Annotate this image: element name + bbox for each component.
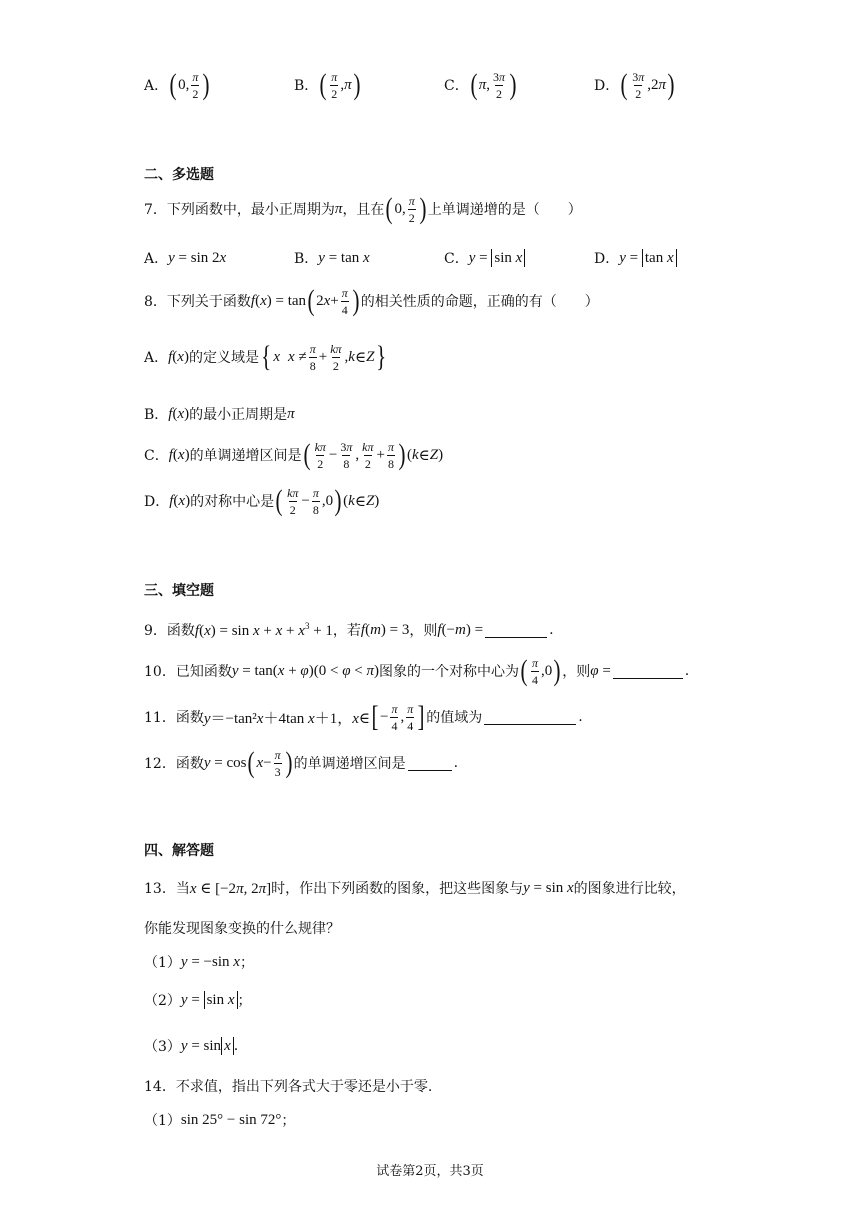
- q8-option-b: B． f(x) 的最小正周期是 π: [144, 405, 295, 423]
- answer-blank[interactable]: [613, 664, 683, 679]
- q13-item-3: （3） y = sin x .: [144, 1038, 239, 1055]
- q7-option-d: D． y = tan x: [594, 248, 677, 268]
- answer-blank[interactable]: [408, 756, 452, 771]
- option-label: B．: [294, 78, 319, 94]
- question-8: 8． 下列关于函数 f ( x ) = tan ( 2 x + $\frac{\pi}{4}$ ) 的相关性质的命题，正确的有（ ）: [144, 284, 599, 317]
- section-solution: 四、解答题: [144, 843, 214, 859]
- question-9: 9． 函数 $f(x) = \sin x + x + x^3 + 1$ ，若 f(m) = 3 ，则 f(−m) = .: [144, 620, 554, 639]
- question-13: 13． 当 x ∈ [−2π, 2π] 时，作出下列函数的图象，把这些图象与 y = sin x 的图象进行比较，: [144, 879, 686, 897]
- section-multiple-choice: 二、多选题: [144, 167, 214, 183]
- question-12: 12． 函数 y = cos ( x − $\frac{\pi}{3}$ ) 的单调递增区间是 .: [144, 746, 459, 779]
- q7-option-a: A． y = sin 2x: [144, 249, 227, 267]
- option-label: C．: [444, 78, 469, 94]
- q6-option-a: A． ( 0, $\frac{\pi}{2}$ ): [144, 68, 210, 101]
- q7-option-b: B． y = tan x: [294, 249, 370, 267]
- section-fill-in: 三、填空题: [144, 583, 214, 599]
- q14-item-1: （1） sin 25° − sin 72° ；: [144, 1111, 296, 1129]
- question-14: 14． 不求值，指出下列各式大于零还是小于零.: [144, 1079, 433, 1095]
- q6-option-d: D． ( $\frac{3\pi}{2}$ ,2 π ): [594, 68, 675, 101]
- answer-blank[interactable]: [484, 710, 576, 725]
- question-13-line2: 你能发现图象变换的什么规律？: [144, 921, 340, 937]
- option-label: A．: [144, 78, 169, 94]
- q6-option-c: C． ( π , $\frac{3\pi}{2}$ ): [444, 68, 517, 101]
- option-label: D．: [594, 78, 620, 94]
- question-10: 10． 已知函数 y = tan(x + φ)(0 < φ < π) 图象的一个对称中心为 ( $\frac{\pi}{4}$ ,0 ) ，则 φ = .: [144, 654, 690, 687]
- question-11: 11． 函数 y＝−tan²x＋4tan x＋1，x∈ [ − $\frac{\pi}{4}$ , $\frac{\pi}{4}$ ] 的值域为 .: [144, 700, 583, 733]
- answer-blank[interactable]: [485, 623, 547, 638]
- q7-option-c: C． y = sin x: [444, 248, 525, 268]
- question-7: 7． 下列函数中，最小正周期为 π ，且在 ( 0, $\frac{\pi}{2}$ ) 上单调递增的是（ ）: [144, 192, 582, 225]
- q6-option-b: B． ( $\frac{\pi}{2}$ , π ): [294, 68, 361, 101]
- q8-option-a: A． f(x) 的定义域是 { x x ≠ $\frac{\pi}{8}$ + $\frac{k\pi}{2}$ , k ∈ Z }: [144, 340, 387, 373]
- q8-option-d: D． f(x) 的对称中心是 ( $\frac{k\pi}{2}$ − $\frac{\pi}{8}$ ,0 ) ( k ∈ Z ): [144, 484, 380, 517]
- q8-option-c: C． f(x) 的单调递增区间是 ( $\frac{k\pi}{2}$ − $\frac{3\pi}{8}$ , $\frac{k\pi}{2}$ + $\frac{\pi}{8}$ ) ( k ∈ Z ): [144, 438, 444, 471]
- q13-item-2: （2） y = sin x ；: [144, 992, 252, 1009]
- page-footer: 试卷第2页，共3页: [376, 1164, 484, 1179]
- q13-item-1: （1） y = −sin x ；: [144, 953, 254, 971]
